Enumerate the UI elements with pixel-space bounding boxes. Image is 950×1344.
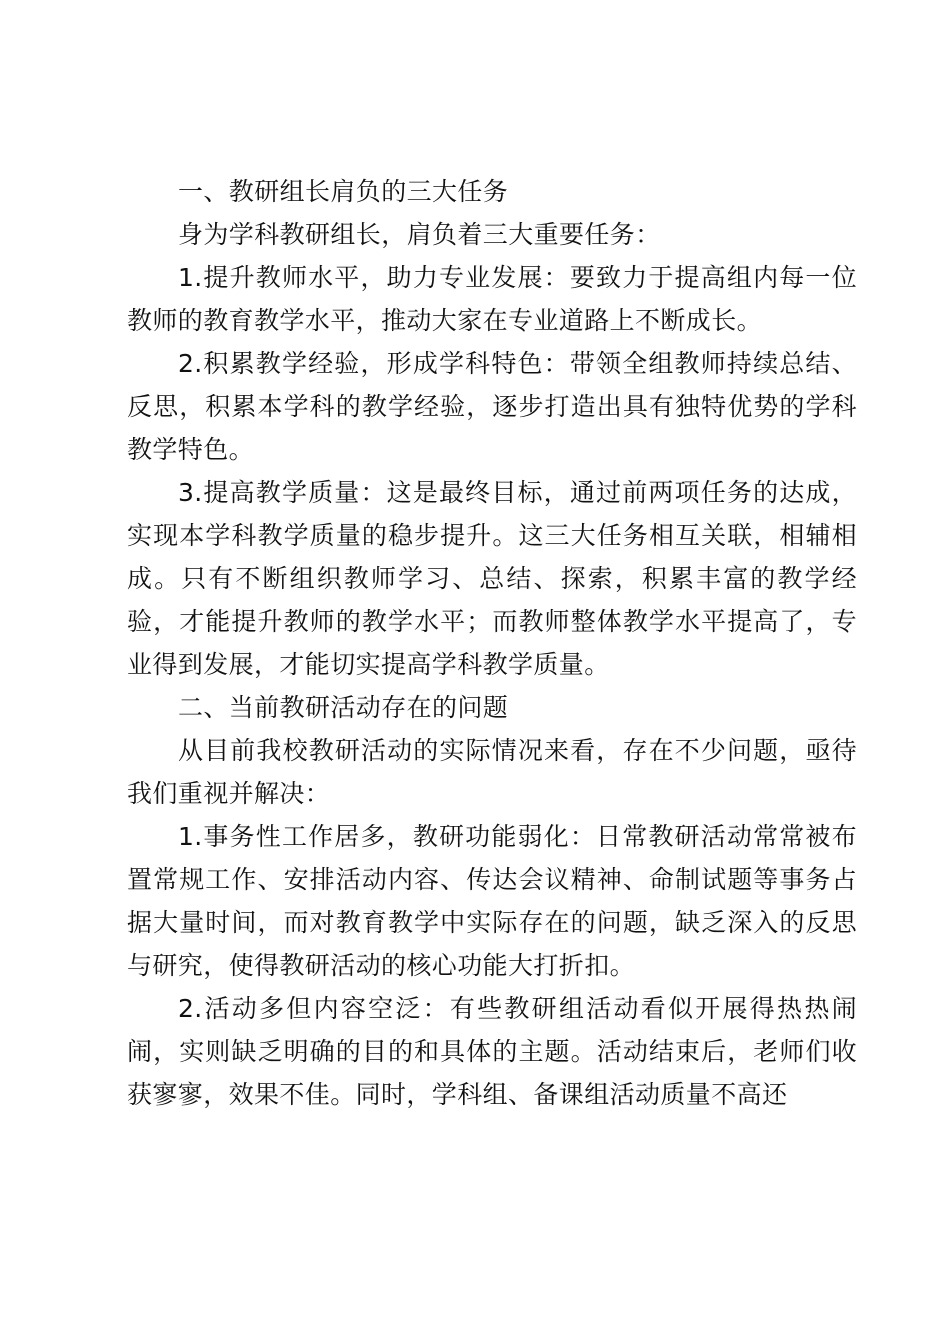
- paragraph-problems-intro: 从目前我校教研活动的实际情况来看，存在不少问题，亟待我们重视并解决：: [127, 736, 857, 808]
- paragraph-problem-1: 1.事务性工作居多，教研功能弱化：日常教研活动常常被布置常规工作、安排活动内容、传达会议精神、命制试题等事务占据大量时间，而对教育教学中实际存在的问题，缺乏深入的反思与研究，使得教研活动的核心功能大打折扣。: [127, 822, 857, 980]
- paragraph-task-3: 3.提高教学质量：这是最终目标，通过前两项任务的达成，实现本学科教学质量的稳步提升。这三大任务相互关联，相辅相成。只有不断组织教师学习、总结、探索，积累丰富的教学经验，才能提升教师的教学水平；而教师整体教学水平提高了，专业得到发展，才能切实提高学科教学质量。: [127, 478, 857, 679]
- paragraph-task-1: 1.提升教师水平，助力专业发展：要致力于提高组内每一位教师的教育教学水平，推动大家在专业道路上不断成长。: [127, 263, 857, 335]
- document-body: [127, 170, 857, 1116]
- paragraph-task-2: 2.积累教学经验，形成学科特色：带领全组教师持续总结、反思，积累本学科的教学经验，逐步打造出具有独特优势的学科教学特色。: [127, 349, 857, 464]
- section-heading-2: 二、当前教研活动存在的问题: [178, 693, 509, 722]
- paragraph-intro: 身为学科教研组长，肩负着三大重要任务：: [178, 220, 661, 249]
- paragraph-problem-2: 2.活动多但内容空泛：有些教研组活动看似开展得热热闹闹，实则缺乏明确的目的和具体的主题。活动结束后，老师们收获寥寥，效果不佳。同时，学科组、备课组活动质量不高还: [127, 994, 857, 1109]
- section-heading-1: 一、教研组长肩负的三大任务: [178, 177, 509, 206]
